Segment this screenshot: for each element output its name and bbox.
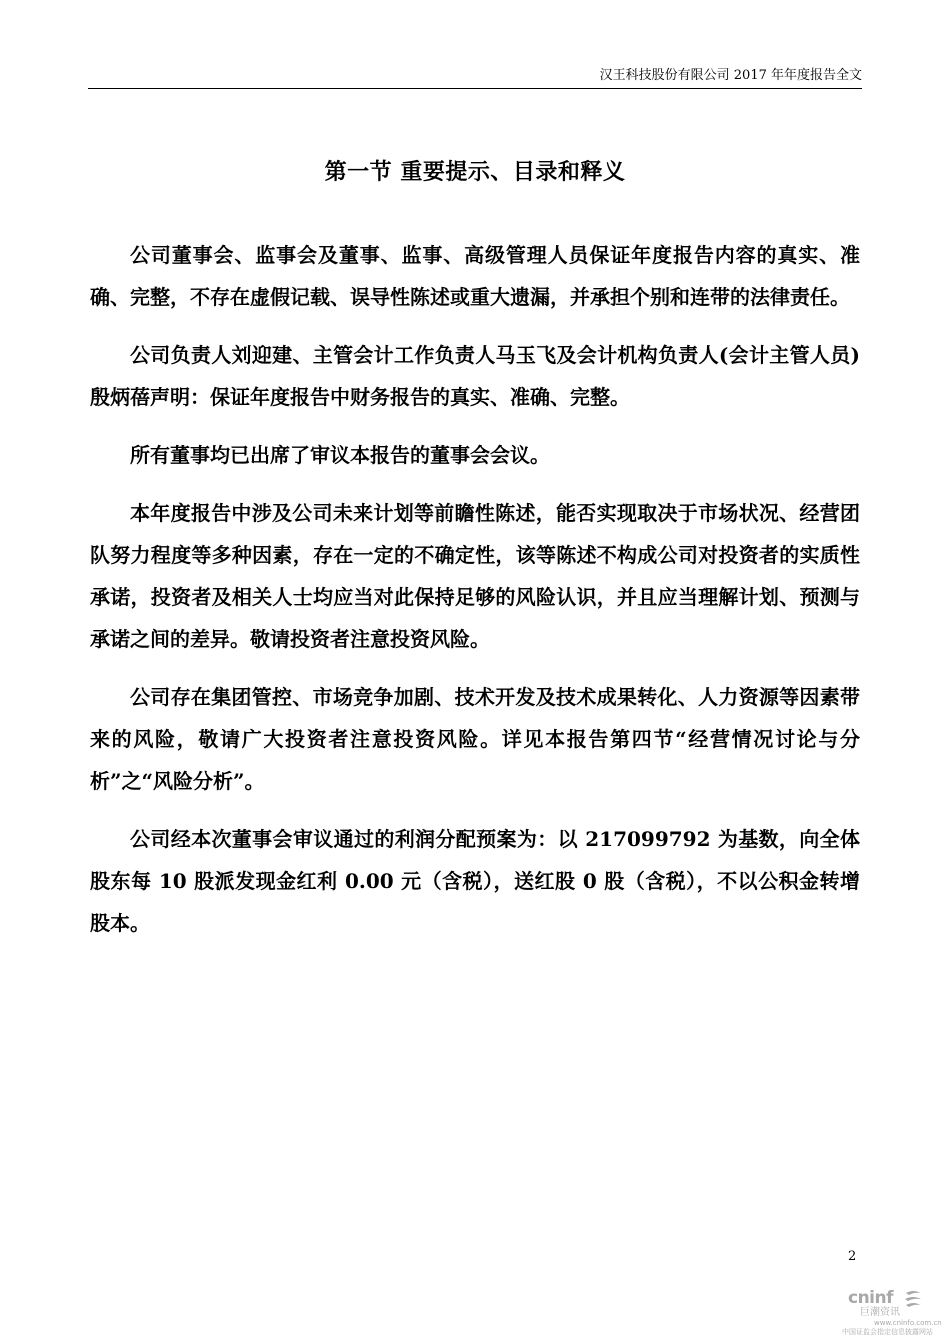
watermark-name: 巨潮资讯 [860, 1307, 900, 1318]
running-header [88, 68, 862, 89]
swoosh-icon [902, 1289, 924, 1309]
paragraph-forward-looking: 本年度报告中涉及公司未来计划等前瞻性陈述，能否实现取决于市场状况、经营团队努力程度等多种因素，存在一定的不确定性，该等陈述不构成公司对投资者的实质性承诺，投资者及相关人士均应当对此保持足够的风险认识，并且应当理解计划、预测与承诺之间的差异。敬请投资者注意投资风险。 [90, 501, 860, 651]
page-number: 2 [848, 1249, 857, 1264]
watermark-tagline: 中国证监会指定信息披露网站 [842, 1328, 933, 1336]
paragraph-board-guarantee: 公司董事会、监事会及董事、监事、高级管理人员保证年度报告内容的真实、准确、完整，不存在虚假记载、误导性陈述或重大遗漏，并承担个别和连带的法律责任。 [90, 243, 860, 309]
paragraph-profit-distribution: 公司经本次董事会审议通过的利润分配预案为：以 217099792 为基数，向全体股东每 10 股派发现金红利 0.00 元（含税），送红股 0 股（含税），不以公积金转增股本。 [90, 827, 860, 935]
paragraph-responsible-persons: 公司负责人刘迎建、主管会计工作负责人马玉飞及会计机构负责人(会计主管人员)殷炳蓓声明：保证年度报告中财务报告的真实、准确、完整。 [90, 343, 860, 409]
paragraph-director-attendance: 所有董事均已出席了审议本报告的董事会会议。 [130, 443, 550, 467]
header-title: 汉王科技股份有限公司 2017 年年度报告全文 [599, 68, 862, 83]
cninfo-watermark-logo [842, 1287, 942, 1339]
body-text [90, 234, 860, 960]
watermark-brand: cninf [848, 1288, 894, 1308]
paragraph-risk-factors: 公司存在集团管控、市场竞争加剧、技术开发及技术成果转化、人力资源等因素带来的风险，敬请广大投资者注意投资风险。详见本报告第四节“经营情况讨论与分析”之“风险分析”。 [90, 685, 860, 793]
watermark-url: www.cninfo.com.cn [874, 1319, 942, 1327]
section-title: 第一节 重要提示、目录和释义 [324, 159, 626, 185]
